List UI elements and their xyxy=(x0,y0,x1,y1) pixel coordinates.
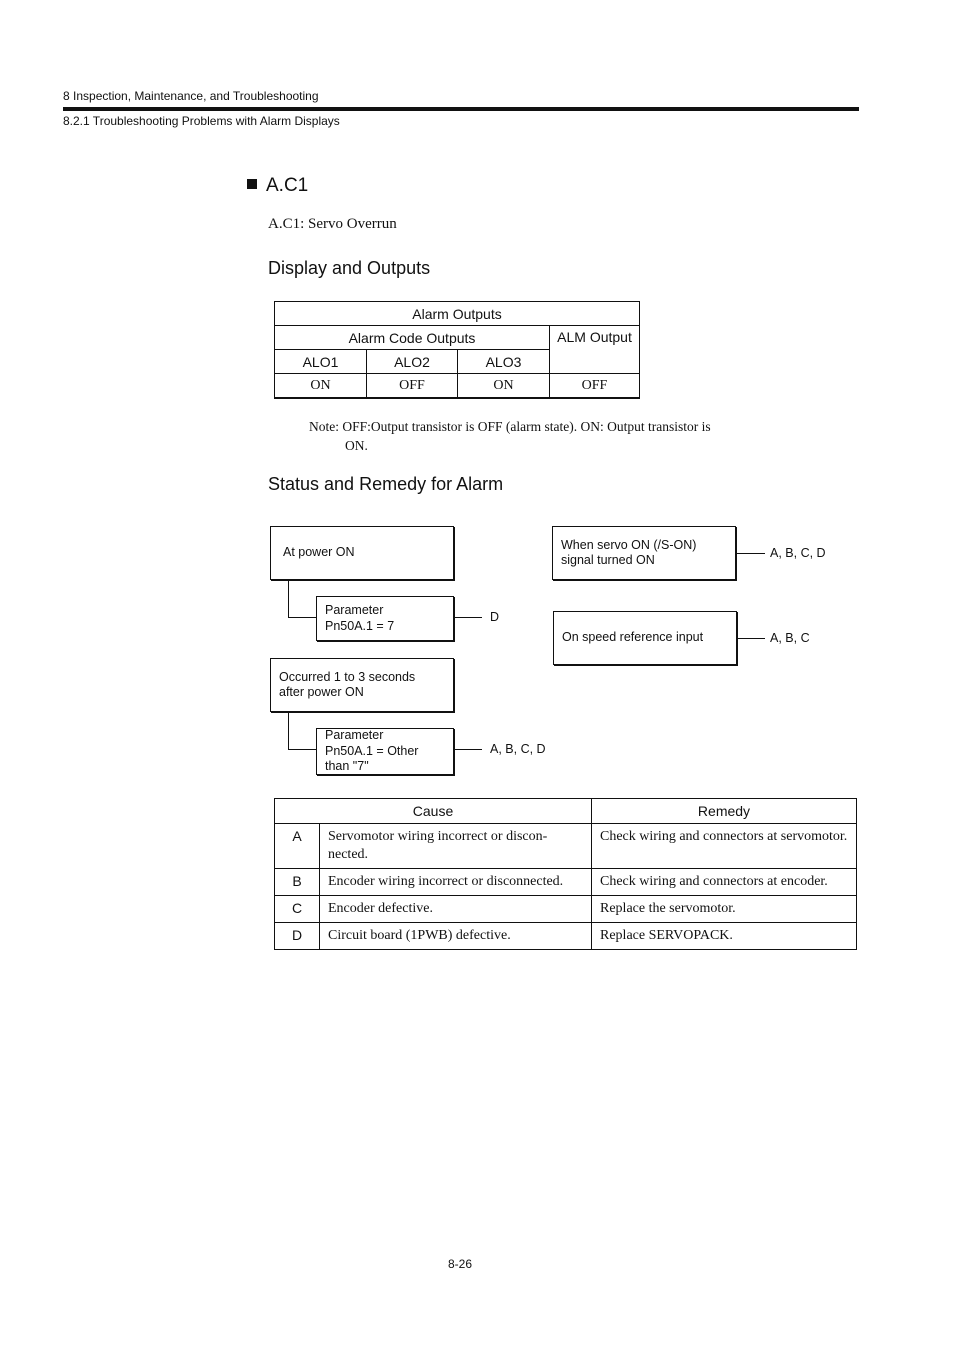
table-row xyxy=(275,896,857,923)
flow-param-7-line-1: Parameter xyxy=(325,603,384,617)
result-line xyxy=(737,553,765,554)
col-alo1: ALO1 xyxy=(275,350,367,374)
row-cause-line-2: nected. xyxy=(328,847,369,862)
connector-horizontal xyxy=(288,617,316,618)
flow-box-speed-ref xyxy=(553,611,737,665)
row-letter: C xyxy=(275,896,320,923)
flow-servo-on-result: A, B, C, D xyxy=(770,546,826,560)
result-line xyxy=(455,749,482,750)
alarm-code: A.C1 xyxy=(266,175,309,196)
flow-param-other-line-3: than "7" xyxy=(325,759,369,774)
col-alo2: ALO2 xyxy=(367,350,458,374)
table-row xyxy=(275,824,857,869)
cause-remedy-table xyxy=(274,798,857,950)
flow-param-7-line-2: Pn50A.1 = 7 xyxy=(325,618,395,633)
alarm-title xyxy=(247,175,308,197)
row-letter: A xyxy=(275,824,320,869)
flow-speed-ref-text: On speed reference input xyxy=(562,630,704,645)
result-line xyxy=(455,617,482,618)
value-alm: OFF xyxy=(550,374,640,399)
alarm-outputs-title: Alarm Outputs xyxy=(275,302,640,326)
row-remedy: Replace SERVOPACK. xyxy=(592,923,857,950)
row-cause xyxy=(320,824,592,869)
section-header: 8.2.1 Troubleshooting Problems with Alarm Displays xyxy=(63,114,340,128)
note-line-1: Note: OFF:Output transistor is OFF (alarm state). ON: Output transistor is xyxy=(309,419,711,434)
status-remedy-heading: Status and Remedy for Alarm xyxy=(268,474,504,494)
value-alo2: OFF xyxy=(367,374,458,399)
header-rule xyxy=(63,107,859,111)
row-letter: D xyxy=(275,923,320,950)
alarm-description: A.C1: Servo Overrun xyxy=(268,216,397,232)
row-remedy: Check wiring and connectors at encoder. xyxy=(592,869,857,896)
chapter-header: 8 Inspection, Maintenance, and Troubleshooting xyxy=(63,89,319,103)
table-row xyxy=(275,923,857,950)
col-alo3: ALO3 xyxy=(458,350,550,374)
flow-box-param-other xyxy=(316,728,454,775)
flow-param-other-line-2: Pn50A.1 = Other xyxy=(325,743,419,758)
note-line-2: ON. xyxy=(345,438,368,453)
row-cause: Circuit board (1PWB) defective. xyxy=(320,923,592,950)
flow-occurred-line-1: Occurred 1 to 3 seconds xyxy=(279,669,416,684)
page-number: 8-26 xyxy=(448,1257,473,1271)
outputs-note xyxy=(309,417,749,455)
row-cause: Encoder wiring incorrect or disconnected. xyxy=(320,869,592,896)
row-cause-line-1: Servomotor wiring incorrect or discon- xyxy=(328,829,548,844)
display-outputs-heading: Display and Outputs xyxy=(268,258,431,278)
connector-horizontal xyxy=(288,749,316,750)
remedy-header: Remedy xyxy=(592,799,857,824)
row-remedy: Replace the servomotor. xyxy=(592,896,857,923)
cause-header: Cause xyxy=(275,799,592,824)
flow-occurred-line-2: after power ON xyxy=(279,685,364,699)
flow-param-other-result: A, B, C, D xyxy=(490,742,546,756)
flow-box-occurred xyxy=(270,658,454,712)
flow-power-on-text: At power ON xyxy=(283,545,355,560)
flow-servo-on-line-2: signal turned ON xyxy=(561,553,655,567)
alarm-code-outputs-label: Alarm Code Outputs xyxy=(275,326,550,350)
flow-param-other-line-1: Parameter xyxy=(325,728,384,743)
row-letter: B xyxy=(275,869,320,896)
row-remedy: Check wiring and connectors at servomotor. xyxy=(592,824,857,869)
connector-vertical xyxy=(288,581,289,617)
connector-vertical xyxy=(288,713,289,749)
alarm-outputs-table xyxy=(274,301,640,399)
table-row xyxy=(275,869,857,896)
row-cause: Encoder defective. xyxy=(320,896,592,923)
flow-box-servo-on xyxy=(552,526,736,580)
flow-speed-ref-result: A, B, C xyxy=(770,631,810,645)
value-alo1: ON xyxy=(275,374,367,399)
flow-box-param-7 xyxy=(316,596,454,641)
flow-servo-on-line-1: When servo ON (/S-ON) xyxy=(561,537,697,552)
alm-output-label: ALM Output xyxy=(550,326,640,374)
value-alo3: ON xyxy=(458,374,550,399)
result-line xyxy=(738,638,765,639)
flow-box-power-on xyxy=(270,526,454,580)
square-bullet-icon xyxy=(247,179,257,189)
flow-param-7-result: D xyxy=(490,610,500,624)
